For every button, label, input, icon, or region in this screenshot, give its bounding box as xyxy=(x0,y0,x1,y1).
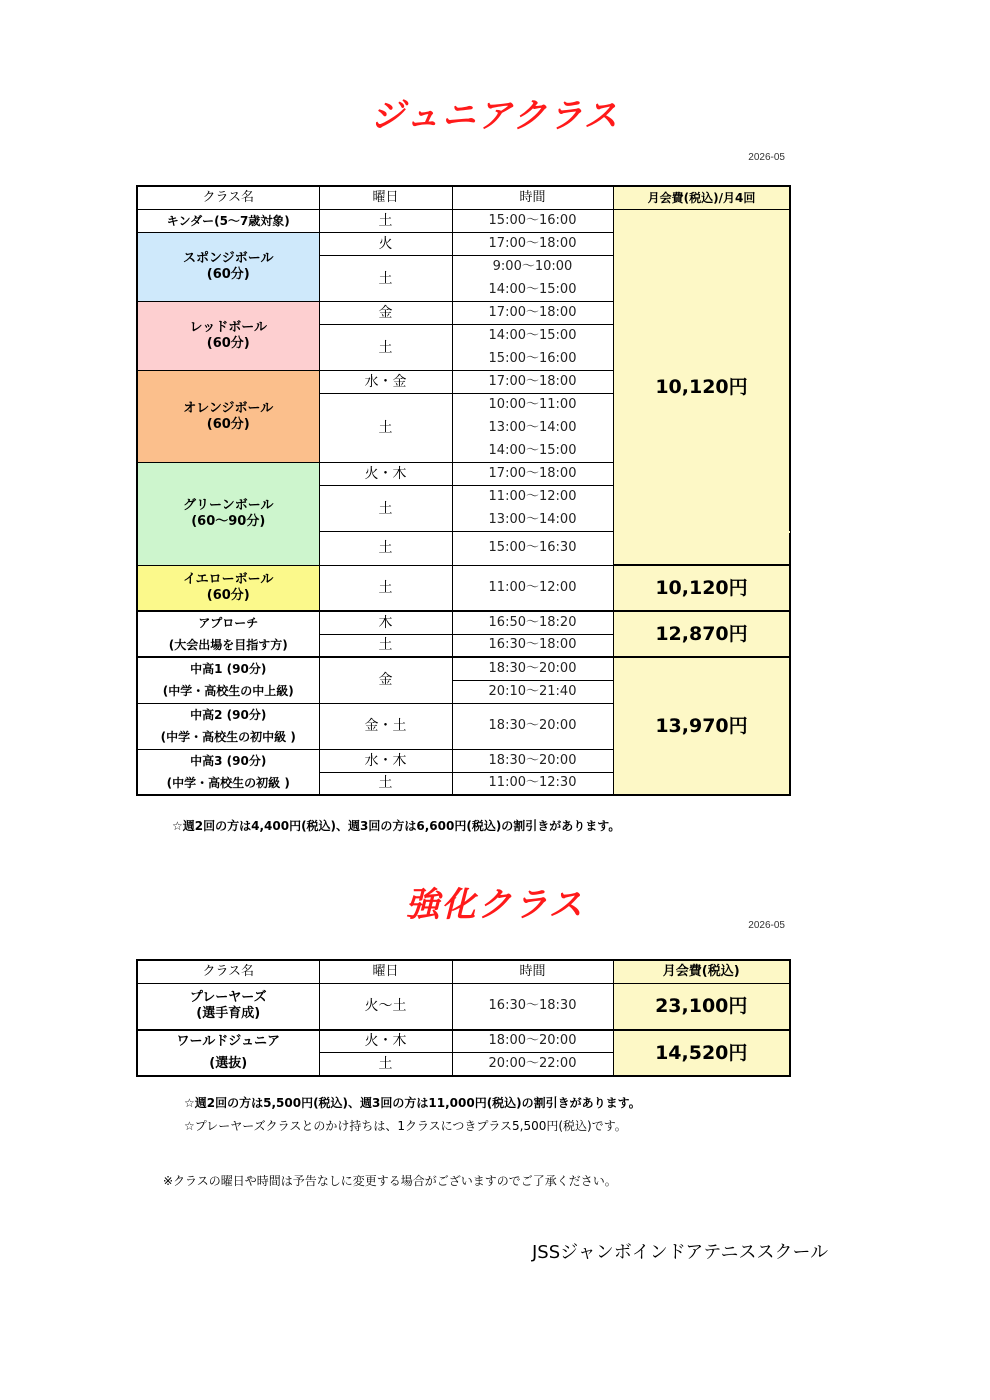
header-fee: 月会費(税込) xyxy=(613,960,790,984)
class-sponge xyxy=(137,233,319,302)
time-cell: 17:00～18:00 xyxy=(452,463,613,486)
class-chuko1-desc: (中学・高校生の中上級) xyxy=(137,680,319,703)
class-duration: (60分) xyxy=(206,587,250,603)
header-day: 曜日 xyxy=(319,186,452,210)
time-cell: 9:00～10:00 xyxy=(452,256,613,279)
time-cell: 16:30～18:30 xyxy=(452,984,613,1030)
kyoka-table xyxy=(136,959,791,1077)
kyoka-date: 2026-05 xyxy=(748,920,785,931)
day-cell: 土 xyxy=(319,1053,452,1076)
class-name: プレーヤーズ xyxy=(189,990,267,1006)
class-yellow xyxy=(137,565,319,611)
time-cell: 15:00～16:00 xyxy=(452,210,613,233)
class-approach-name: アプローチ xyxy=(137,611,319,634)
time-cell: 13:00～14:00 xyxy=(452,417,613,440)
day-cell: 火～土 xyxy=(319,984,452,1030)
fee-chuko: 13,970円 xyxy=(613,657,790,795)
time-cell: 18:30～20:00 xyxy=(452,657,613,680)
class-approach-desc: (大会出場を目指す方) xyxy=(137,634,319,657)
day-cell: 火・木 xyxy=(319,1030,452,1053)
class-name: グリーンボール xyxy=(183,497,274,513)
time-cell: 15:00～16:30 xyxy=(452,532,613,566)
class-players xyxy=(137,984,319,1030)
junior-table xyxy=(136,185,791,796)
day-cell: 土 xyxy=(319,256,452,302)
time-cell: 14:00～15:00 xyxy=(452,440,613,463)
day-cell: 土 xyxy=(319,210,452,233)
fee-players: 23,100円 xyxy=(613,984,790,1030)
day-cell: 土 xyxy=(319,325,452,371)
class-kinder: キンダー(5～7歳対象) xyxy=(137,210,319,233)
day-cell: 金 xyxy=(319,302,452,325)
class-duration: (60～90分) xyxy=(191,513,266,529)
time-cell: 18:00～20:00 xyxy=(452,1030,613,1053)
time-cell: 11:00～12:00 xyxy=(452,486,613,509)
header-time: 時間 xyxy=(452,960,613,984)
junior-discount-note: ☆週2回の方は4,400円(税込)、週3回の方は6,600円(税込)の割引きがあります。 xyxy=(172,819,621,833)
header-time: 時間 xyxy=(452,186,613,210)
time-cell: 20:00～22:00 xyxy=(452,1053,613,1076)
time-cell: 16:30～18:00 xyxy=(452,634,613,657)
day-cell: 水・金 xyxy=(319,371,452,394)
header-day: 曜日 xyxy=(319,960,452,984)
day-cell: 木 xyxy=(319,611,452,634)
time-cell: 13:00～14:00 xyxy=(452,509,613,532)
kyoka-title: 強化クラス xyxy=(405,885,585,925)
class-desc: (選手育成) xyxy=(196,1006,261,1022)
class-chuko3-desc: (中学・高校生の初級 ) xyxy=(137,772,319,795)
class-duration: (60分) xyxy=(206,336,250,351)
day-cell: 火・木 xyxy=(319,463,452,486)
class-chuko3-name: 中高3 (90分) xyxy=(137,749,319,772)
header-fee: 月会費(税込)/月4回 xyxy=(613,186,790,210)
class-name: オレンジボール xyxy=(183,400,274,416)
fee-yellow: 10,120円 xyxy=(613,565,790,611)
class-chuko2-desc: (中学・高校生の初中級 ) xyxy=(137,726,319,749)
kyoka-discount-note: ☆週2回の方は5,500円(税込)、週3回の方は11,000円(税込)の割引きがあります。 xyxy=(184,1096,641,1110)
school-name: JSSジャンボインドアテニススクール xyxy=(532,1242,829,1263)
time-cell: 18:30～20:00 xyxy=(452,703,613,749)
time-cell: 11:00～12:00 xyxy=(452,565,613,611)
kyoka-combo-note: ☆プレーヤーズクラスとのかけ持ちは、1クラスにつきプラス5,500円(税込)です。 xyxy=(184,1119,627,1133)
time-cell: 15:00～16:00 xyxy=(452,348,613,371)
time-cell: 17:00～18:00 xyxy=(452,302,613,325)
header-class: クラス名 xyxy=(137,186,319,210)
class-name: レッドボール xyxy=(189,320,268,335)
junior-title: ジュニアクラス xyxy=(370,96,620,136)
schedule-change-notice: ※クラスの曜日や時間は予告なしに変更する場合がございますのでご了承ください。 xyxy=(163,1174,617,1188)
fee-world: 14,520円 xyxy=(613,1030,790,1076)
time-cell: 17:00～18:00 xyxy=(452,233,613,256)
class-green xyxy=(137,463,319,566)
class-name: イエローボール xyxy=(183,571,274,587)
fee-approach: 12,870円 xyxy=(613,611,790,657)
header-class: クラス名 xyxy=(137,960,319,984)
time-cell: 14:00～15:00 xyxy=(452,279,613,302)
day-cell: 土 xyxy=(319,565,452,611)
class-name: スポンジボール xyxy=(183,251,274,266)
class-red xyxy=(137,302,319,371)
day-cell: 水・木 xyxy=(319,749,452,772)
fee-main: 10,120円 xyxy=(613,210,790,566)
time-cell: 17:00～18:00 xyxy=(452,371,613,394)
junior-date: 2026-05 xyxy=(748,152,785,163)
day-cell: 金・土 xyxy=(319,703,452,749)
class-chuko1-name: 中高1 (90分) xyxy=(137,657,319,680)
time-cell: 18:30～20:00 xyxy=(452,749,613,772)
day-cell: 土 xyxy=(319,486,452,532)
day-cell: 土 xyxy=(319,772,452,795)
class-orange xyxy=(137,371,319,463)
class-duration: (60分) xyxy=(206,267,250,282)
time-cell: 20:10～21:40 xyxy=(452,680,613,703)
time-cell: 11:00～12:30 xyxy=(452,772,613,795)
class-chuko2-name: 中高2 (90分) xyxy=(137,703,319,726)
day-cell: 土 xyxy=(319,532,452,566)
time-cell: 10:00～11:00 xyxy=(452,394,613,417)
class-world-name: ワールドジュニア xyxy=(137,1030,319,1053)
time-cell: 16:50～18:20 xyxy=(452,611,613,634)
day-cell: 金 xyxy=(319,657,452,703)
day-cell: 土 xyxy=(319,634,452,657)
time-cell: 14:00～15:00 xyxy=(452,325,613,348)
class-world-desc: (選抜) xyxy=(137,1053,319,1076)
day-cell: 土 xyxy=(319,394,452,463)
day-cell: 火 xyxy=(319,233,452,256)
class-duration: (60分) xyxy=(206,416,250,432)
